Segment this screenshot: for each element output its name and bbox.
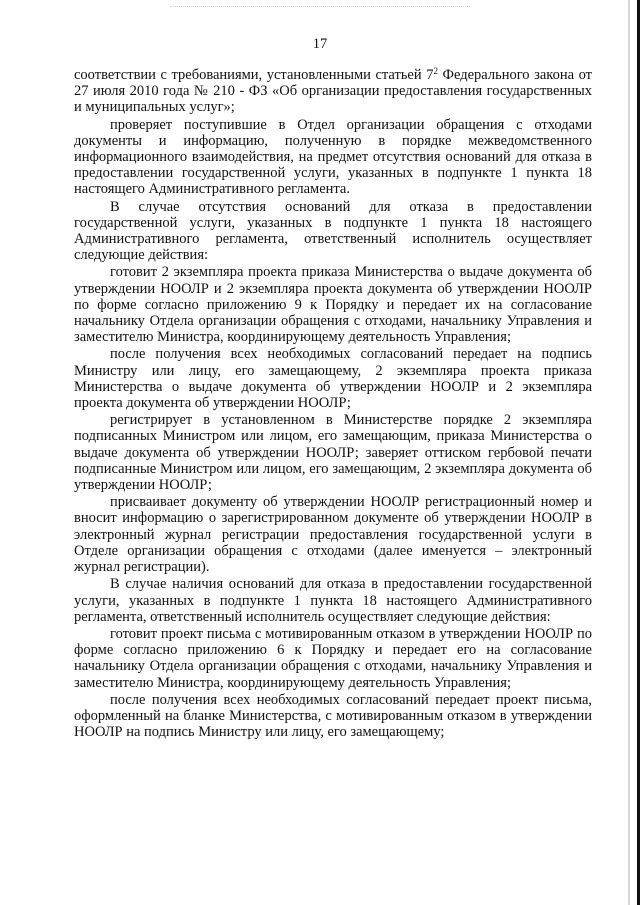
paragraph: готовит проект письма с мотивированным отказом в утверждении НООЛР по форме согласно приложению 6 к Порядку и передает его на согласование начальнику Отдела организации обращения с отходами, начальнику Управления и заместителю Министра, координирующему деятельность Управления; [74,625,592,691]
paragraph-text: Федерального закона от 27 июля 2010 года № 210 - ФЗ «Об организации предоставления государственных и муниципальных услуг»; [74,67,592,116]
paragraph: после получения всех необходимых согласований передает на подпись Министру или лицу, его замещающему, 2 экземпляра проекта приказа Министерства о выдаче документа об утверждении НООЛР и 2 экземпляра проекта документа об утверждении НООЛР; [74,346,592,412]
paragraph: проверяет поступившие в Отдел организации обращения с отходами документы и информацию, полученную в порядке межведомственного информационного взаимодействия, на предмет отсутствия оснований для отказа в предоставлении государственной услуги, указанных в подпункте 1 пункта 18 настоящего Административного регламента. [74,116,592,198]
page-number: 17 [312,36,328,52]
scan-artifact [170,6,470,9]
paragraph-text: соответствии с требованиями, установленными статьей 7 [74,67,434,83]
paragraph: регистрирует в установленном в Министерстве порядке 2 экземпляра подписанных Министром или лицом, его замещающим, приказа Министерства о выдаче документа об утверждении НООЛР; заверяет оттиском гербовой печати подписанные Министром или лицом, его замещающим, 2 экземпляра документа об утверждении НООЛР; [74,412,592,494]
document-body [74,67,592,740]
paragraph: В случае наличия оснований для отказа в предоставлении государственной услуги, указанных в подпункте 1 пункта 18 настоящего Административного регламента, ответственный исполнитель осуществляет следующие действия: [74,576,592,625]
paragraph: после получения всех необходимых согласований передает проект письма, оформленный на бланке Министерства, с мотивированным отказом в утверждении НООЛР на подпись Министру или лицу, его замещающему; [74,691,592,741]
scan-edge-shadow [628,0,630,905]
superscript: 2 [433,66,438,76]
paragraph-continuation [74,67,592,116]
paragraph: присваивает документу об утверждении НООЛР регистрационный номер и вносит информацию о зарегистрированном документе об утверждении НООЛР в электронный журнал регистрации предоставления государственной услуги в Отделе организации обращения с отходами (далее именуется – электронный журнал регистрации). [74,494,592,576]
paragraph: В случае отсутствия оснований для отказа в предоставлении государственной услуги, указанных в подпункте 1 пункта 18 настоящего Административного регламента, ответственный исполнитель осуществляет следующие действия: [74,198,592,264]
paragraph: готовит 2 экземпляра проекта приказа Министерства о выдаче документа об утверждении НООЛР и 2 экземпляра проекта документа об утверждении НООЛР по форме согласно приложению 9 к Порядку и передает их на согласование начальнику Отдела организации обращения с отходами, начальнику Управления и заместителю Министра, координирующему деятельность Управления; [74,264,592,346]
